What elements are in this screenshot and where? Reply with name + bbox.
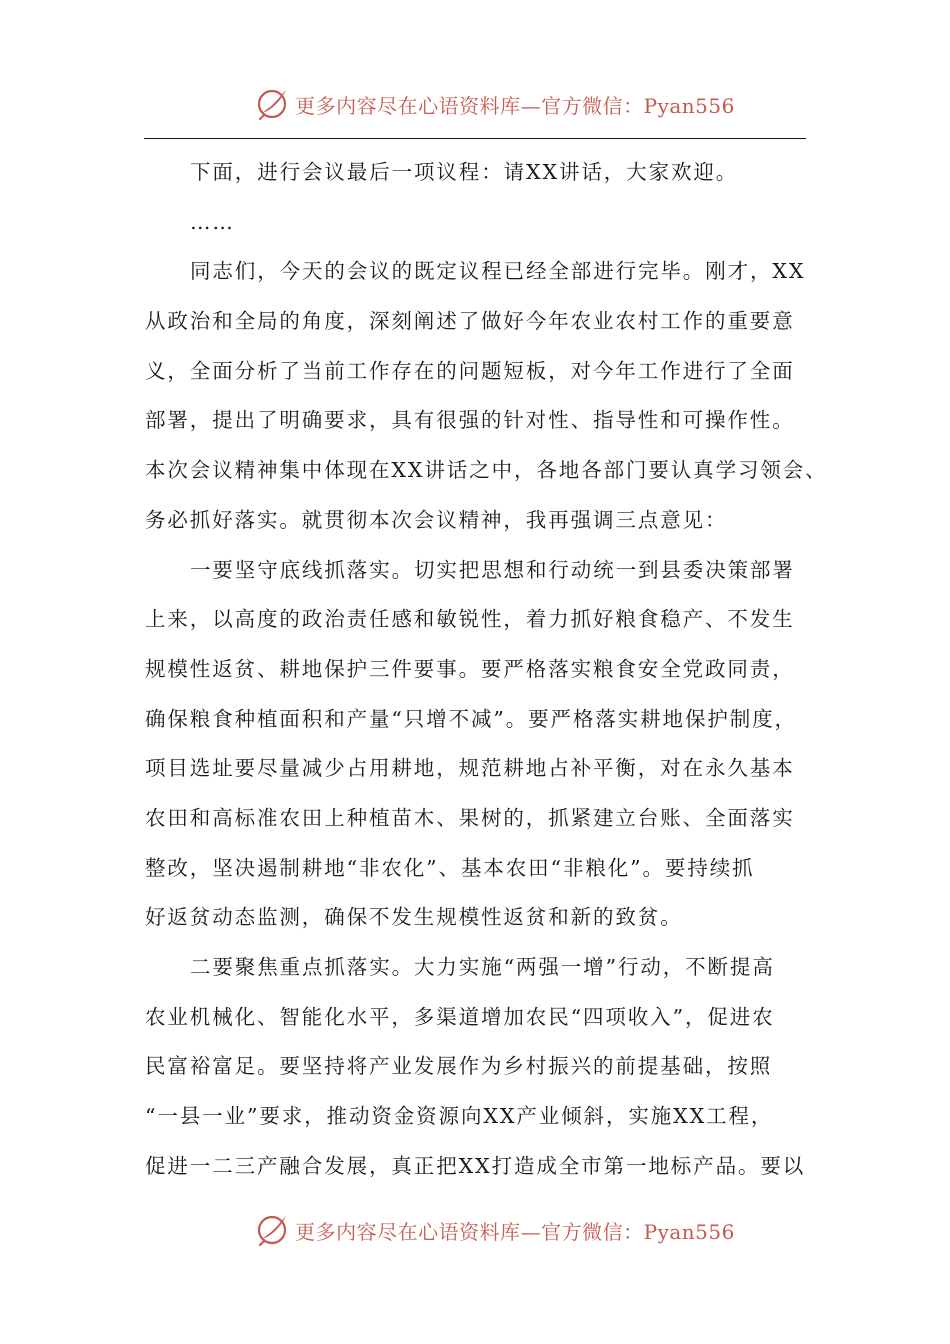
body-line: 务必抓好落实。就贯彻本次会议精神，我再强调三点意见： [145,507,728,532]
body-line: 从政治和全局的角度，深刻阐述了做好今年农业农村工作的重要意 [145,309,795,334]
body-line: 本次会议精神集中体现在XX讲话之中，各地各部门要认真学习领会、 [145,458,828,483]
footer-banner [0,1210,950,1250]
body-line: 确保粮食种植面积和产量“只增不减”。要严格落实耕地保护制度， [145,706,797,731]
body-line: …… [190,209,235,234]
body-line: 一要坚守底线抓落实。切实把思想和行动统一到县委决策部署 [190,557,795,582]
body-line: 上来，以高度的政治责任感和敏锐性，着力抓好粮食稳产、不发生 [145,607,795,632]
quill-pen-logo-icon [255,86,291,122]
header-banner [0,84,950,124]
body-line: 二要聚焦重点抓落实。大力实施“两强一增”行动，不断提高 [190,955,775,979]
header-banner-text: 更多内容尽在心语资料库—官方微信：Pyan556 [295,93,735,118]
document-body [145,148,828,1191]
body-line: 民富裕富足。要坚持将产业发展作为乡村振兴的前提基础，按照 [145,1054,773,1079]
body-line: 农田和高标准农田上种植苗木、果树的，抓紧建立台账、全面落实 [145,805,795,830]
body-line: 项目选址要尽量减少占用耕地，规范耕地占补平衡，对在永久基本 [145,756,795,781]
footer-banner-text: 更多内容尽在心语资料库—官方微信：Pyan556 [295,1219,735,1244]
body-line: 义，全面分析了当前工作存在的问题短板，对今年工作进行了全面 [145,358,795,383]
body-line: 促进一二三产融合发展，真正把XX打造成全市第一地标产品。要以 [145,1153,806,1178]
footer-banner-inner [255,1212,735,1248]
body-line: “一县一业”要求，推动资金资源向XX产业倾斜，实施XX工程， [145,1104,774,1129]
body-line: 整改，坚决遏制耕地“非农化”、基本农田“非粮化”。要持续抓 [145,855,755,880]
body-line: 下面，进行会议最后一项议程：请XX讲话，大家欢迎。 [190,160,739,184]
body-line: 部署，提出了明确要求，具有很强的针对性、指导性和可操作性。 [145,408,795,433]
body-line: 规模性返贫、耕地保护三件要事。要严格落实粮食安全党政同责， [145,656,795,681]
header-divider [144,138,806,139]
body-line: 农业机械化、智能化水平，多渠道增加农民“四项收入”，促进农 [145,1004,775,1029]
body-line: 好返贫动态监测，确保不发生规模性返贫和新的致贫。 [145,905,683,930]
body-line: 同志们，今天的会议的既定议程已经全部进行完毕。刚才，XX [190,259,806,284]
quill-pen-logo-icon [255,1212,291,1248]
header-banner-inner [255,86,735,122]
